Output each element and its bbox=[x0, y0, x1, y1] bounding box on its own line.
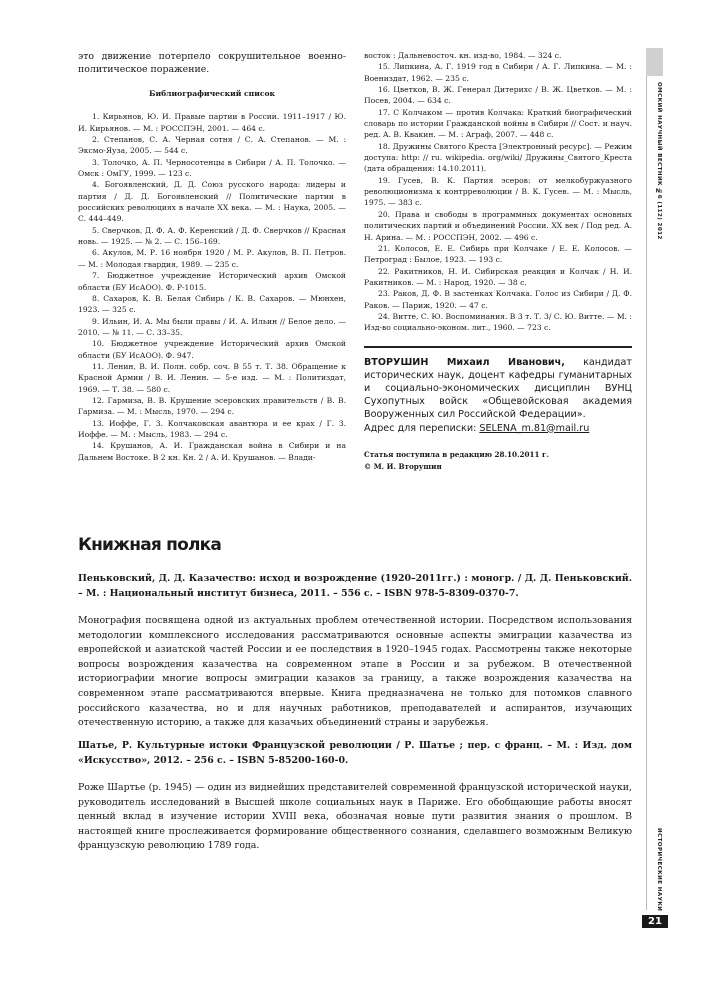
reference-item: 9. Ильин, И. А. Мы были правы / И. А. Ильин // Белое дело. — 2010. — № 11. — С. 33–35. bbox=[78, 316, 346, 337]
reference-item: 3. Толочко, А. П. Черносотенцы в Сибири / А. П. Толочко. — Омск : ОмГУ, 1999. — 123 с. bbox=[78, 157, 346, 179]
book-review bbox=[78, 738, 632, 854]
book-review bbox=[78, 571, 632, 731]
reference-item: 13. Иоффе, Г. З. Колчаковская авантюра и ее крах / Г. З. Иоффе. — М. : Мысль, 1983. — 294 с. bbox=[78, 418, 346, 439]
reference-item: 4. Богоявленский, Д. Д. Союз русского народа: лидеры и партия / Д. Д. Богоявленский // Политические партии в российских революциях в начале XX века. — М. : Наука, 2005. — С. 444–449. bbox=[78, 180, 346, 224]
author-description: кандидат исторических наук, доцент кафедры гуманитарных и социально-экономических дисциплин ВУНЦ Сухопутных войск «Общевойсковая академия Вооруженных сил Российской Федерации». bbox=[364, 356, 633, 421]
section-title: ИСТОРИЧЕСКИЕ НАУКИ bbox=[656, 828, 662, 912]
book-title: Шатье, Р. Культурные истоки Французской революции / Р. Шатье ; пер. с франц. – М. : Изд. дом «Искусство», 2012. – 256 с. – ISBN 5-85200-160-0. bbox=[78, 740, 632, 766]
reference-item: 8. Сахаров, К. В. Белая Сибирь / К. В. Сахаров. — Мюнхен, 1923. — 325 с. bbox=[78, 293, 346, 315]
bibliography-list-right bbox=[364, 50, 632, 334]
sidebar-marker bbox=[646, 48, 663, 76]
reference-item: 19. Гусев, В. К. Партия эсеров: от мелкобуржуазного революционизма к контрреволюции / В. К. Гусев. — М. : Мысль, 1975. — 383 с. bbox=[364, 175, 632, 208]
reference-item: 22. Ракитников, Н. И. Сибирская реакция и Колчак / Н. И. Ракитников. — М. : Народ, 1920. — 38 с. bbox=[364, 266, 632, 287]
reference-item: 23. Раков, Д. Ф. В застенках Колчака. Голос из Сибири / Д. Ф. Раков. — Париж, 1920. — 47 с. bbox=[364, 289, 632, 310]
reference-item: 10. Бюджетное учреждение Исторический архив Омской области (БУ ИсАОО). Ф. 947. bbox=[78, 339, 346, 360]
bibliography-title: Библиографический список bbox=[149, 89, 275, 98]
author-divider bbox=[364, 346, 632, 348]
book-description: Роже Шартье (р. 1945) — один из виднейших представителей современной французской исторической науки, руководитель исследований в Высшей школе социальных наук в Париже. Его обобщающие работы вносят ценный вклад в изучение истории XVIII века, обозначая новые пути развития знания о прошлом. В настоящей книге прослеживается формирование общественного сознания, сделавшего возможным Великую французскую революцию 1789 года. bbox=[78, 782, 632, 852]
author-name: ВТОРУШИН Михаил Иванович, bbox=[364, 356, 565, 368]
book-shelf-heading: Книжная полка bbox=[78, 535, 222, 555]
journal-title: ОМСКИЙ НАУЧНЫЙ ВЕСТНИК №6 (112) 2012 bbox=[656, 82, 662, 240]
reference-item: 21. Колосов, Е. Е. Сибирь при Колчаке / Е. Е. Колосов. — Петроград : Былое, 1923. — 193 с. bbox=[364, 243, 632, 265]
page-number: 21 bbox=[642, 915, 668, 928]
reference-item: 16. Цветков, В. Ж. Генерал Дитерихс / В. Ж. Цветков. — М. : Посев, 2004. — 634 с. bbox=[364, 85, 632, 106]
author-address bbox=[364, 422, 632, 435]
reference-item: 7. Бюджетное учреждение Исторический архив Омской области (БУ ИсАОО). Ф. Р-1015. bbox=[78, 271, 346, 292]
intro-text: это движение потерпело сокрушительное военно-политическое поражение. bbox=[78, 51, 346, 75]
reference-item: 17. С Колчаком — против Колчака: Краткий биографический словарь по истории Гражданской войны в Сибири // Сост. и науч. ред. А. В. Квакин. — М. : Аграф, 2007. — 448 с. bbox=[364, 107, 632, 140]
reference-item: 15. Липкина, А. Г. 1919 год в Сибири / А. Г. Липкина. — М. : Воениздат, 1962. — 235 с. bbox=[364, 62, 632, 83]
reference-item: 24. Витте, С. Ю. Воспоминания. В 3 т. Т. 3/ С. Ю. Витте. — М. : Изд-во социально-эконом. лит., 1960. — 723 с. bbox=[364, 311, 632, 333]
reference-item: 6. Акулов, М. Р. 16 ноября 1920 / М. Р. Акулов, В. П. Петров. — М. : Молодая гвардия, 1989. — 235 с. bbox=[78, 248, 346, 269]
book-title: Пеньковский, Д. Д. Казачество: исход и возрождение (1920–2011гг.) : моногр. / Д. Д. Пеньковский. – М. : Национальный институт бизнеса, 2011. – 556 с. – ISBN 978-5-8309-0370-7. bbox=[78, 573, 632, 599]
reference-item: 1. Кирьянов, Ю. И. Правые партии в России. 1911–1917 / Ю. И. Кирьянов. — М. : РОССПЭН, 2001. — 464 с. bbox=[78, 112, 346, 133]
email-link[interactable]: SELENA_m.81@mail.ru bbox=[479, 422, 590, 434]
reference-item: 18. Дружины Святого Креста [Электронный ресурс]. — Режим доступа: http: // ru. wikipedia. org/wiki/ Дружины_Святого_Креста (дата обращения: 14.10.2011). bbox=[364, 141, 632, 174]
copyright-line: © М. И. Вторушин bbox=[364, 461, 442, 471]
right-column bbox=[364, 50, 632, 473]
reference-item: 11. Ленин, В. И. Полн. собр. соч. В 55 т. Т. 38. Обращение к Красной Армии / В. И. Ленин. — 5-е изд. — М. : Политиздат, 1969. — Т. 38. — 580 с. bbox=[78, 361, 346, 394]
book-description: Монография посвящена одной из актуальных проблем отечественной истории. Посредством использования методологии комплексного исследования рассматриваются основные аспекты эмиграции казачества из европейской и азиатской частей России и ее последствия в 1920–1945 годах. Рассмотрены также некоторые вопросы возрождения казачества на современном этапе в России и за рубежом. В отечественной историографии многие вопросы эмиграции казаков за границу, а также возрождения казачества на современном этапе рассматриваются впервые. Книга предназначена не только для потомков славного российского казачества, но и для научных работников, преподавателей и аспирантов, изучающих отечественную историю, а также для казачьих объединений страны и зарубежья. bbox=[78, 615, 632, 729]
reference-item: 2. Степанов, С. А. Черная сотня / С. А. Степанов. — М. : Эксмо-Яуза, 2005. — 544 с. bbox=[78, 135, 346, 156]
author-info bbox=[364, 356, 632, 422]
reference-item: 20. Права и свободы в программных документах основных политических партий и объединений России. XX век / Под ред. А. Н. Арина. — М. : РОССПЭН, 2002. — 496 с. bbox=[364, 209, 632, 242]
reference-item: восток : Дальневосточ. кн. изд-во, 1984. — 324 с. bbox=[364, 51, 562, 60]
left-column bbox=[78, 50, 346, 463]
address-label: Адрес для переписки: bbox=[364, 422, 480, 434]
bibliography-list-left bbox=[78, 111, 346, 463]
received-date: Статья поступила в редакцию 28.10.2011 г. bbox=[364, 449, 549, 459]
reference-item: 5. Сверчков, Д. Ф. А. Ф. Керенский / Д. Ф. Сверчков // Красная новь. — 1925. — № 2. — С. 156–169. bbox=[78, 225, 346, 247]
reference-item: 14. Крушанов, А. И. Гражданская война в Сибири и на Дальнем Востоке. В 2 кн. Кн. 2 / А. И. Крушанов. — Влади- bbox=[78, 441, 346, 462]
reference-item: 12. Гармиза, В. В. Крушение эсеровских правительств / В. В. Гармиза. — М. : Мысль, 1970. — 294 с. bbox=[78, 395, 346, 417]
